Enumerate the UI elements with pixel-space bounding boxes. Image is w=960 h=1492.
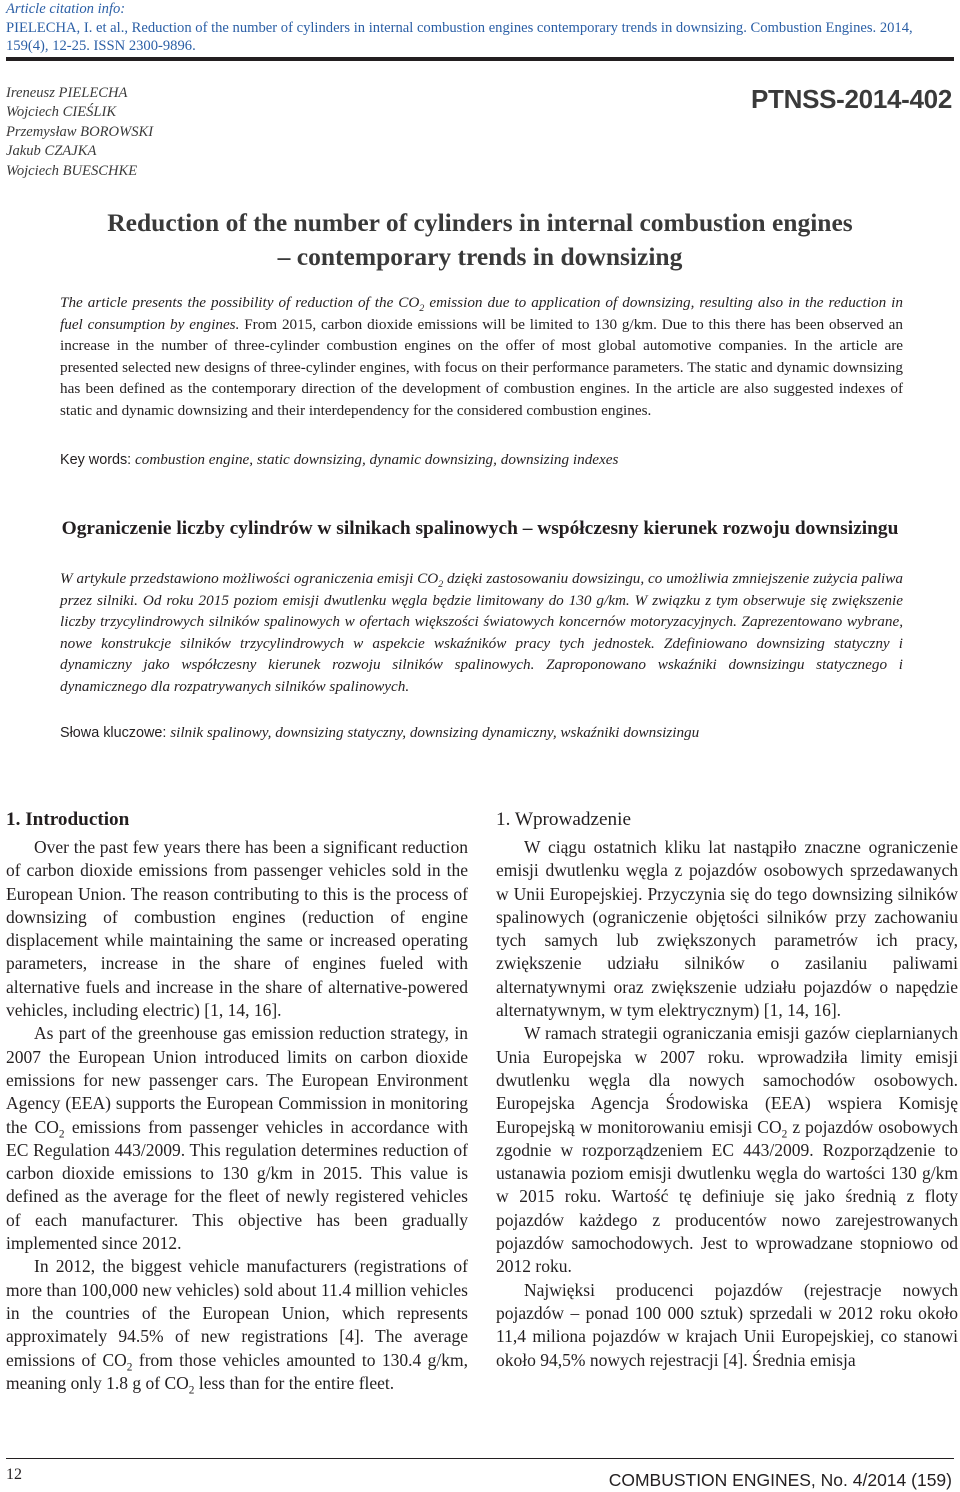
paragraph-part: W ramach strategii ograniczania emisji gazów cieplarnianych Unia Europejska w 2007 roku. wprowadziła limity emisji dwutlenku węgla dla nowych samochodów osobowych. Europejska Agencja Środowiska (EEA) wspiera Komisję Europejską w monitorowaniu emisji CO — [496, 1023, 958, 1137]
abstract-en-part: emission due to application of downsizing, resulting also in the reduction in fuel consumption by engines. — [60, 294, 903, 333]
section-heading: 1. Introduction — [6, 809, 130, 830]
page-number: 12 — [6, 1466, 22, 1483]
subscript: 2 — [419, 303, 425, 315]
abstract-pl — [60, 568, 903, 698]
paragraph-part: As part of the greenhouse gas emission reduction strategy, in 2007 the European Union introduced limits on carbon dioxide emissions for new passenger cars. The European Environment Agency (EEA) supports the European Commission in monitoring the CO — [6, 1023, 468, 1137]
paragraph: Najwięksi producenci pojazdów (rejestracje nowych pojazdów – ponad 100 000 sztuk) sprzedali w 2012 roku około 11,4 miliona pojazdów w krajach Unii Europejskiej, co stanowi około 94,5% nowych rejestracji [4]. Średnia emisja — [496, 1279, 958, 1370]
paragraph — [6, 1022, 468, 1255]
paragraph-part: from those vehicles amounted to 130.4 g/km, meaning only 1.8 g of CO — [6, 1349, 468, 1393]
author-name: Wojciech BUESCHKE — [6, 162, 138, 179]
paragraph-part: less than for the entire fleet. — [194, 1372, 395, 1393]
paper-title-en — [0, 206, 960, 274]
abstract-en-part: The article presents the possibility of reduction of the CO — [60, 294, 420, 311]
keywords-en — [60, 449, 903, 472]
abstract-en — [60, 292, 903, 422]
keywords-label: Key words: — [60, 452, 132, 468]
abstract-pl-part: W artykule przedstawiono możliwości ograniczenia emisji CO — [60, 570, 439, 587]
section-heading: 1. Wprowadzenie — [496, 809, 631, 830]
paragraph: Over the past few years there has been a significant reduction of carbon dioxide emissions from passenger vehicles sold in the European Union. The reason contributing to this is the process of downsizing of combustion engines (reduction of engine displacement while maintaining the same or increased operating parameters, increase in the share of engines fueled with alternative fuels and increase in the share of alternative-powered vehicles, including electric) [1, 14, 16]. — [6, 837, 468, 1021]
author-list — [6, 84, 153, 181]
paragraph: W ciągu ostatnich kliku lat nastąpiło znaczne ograniczenie emisji dwutlenku węgla z pojazdów osobowych sprzedawanych w Unii Europejskiej. Przyczynia się do tego downsizing silników spalinowych (ograniczenie objętości silników przy zachowaniu tych samych lub zwiększonych parametrów ich pracy, zwiększenie udziału silników o zasilaniu paliwami alternatywnymi oraz zwiększenie udziału pojazdów o napędzie alternatywnym, w tym elektrycznym) [1, 14, 16]. — [496, 837, 958, 1021]
author-name: Ireneusz PIELECHA — [6, 85, 128, 101]
keywords-label: Słowa kluczowe: — [60, 725, 167, 741]
subscript: 2 — [126, 1361, 133, 1374]
title-line-1: Reduction of the number of cylinders in internal combustion engines — [107, 208, 853, 237]
paragraph-part: emissions from passenger vehicles in accordance with EC Regulation 443/2009. This regulation determines reduction of carbon dioxide emissions to 130 g/km in 2015. This value is defined as the average for the fleet of newly registered vehicles of each manufacturer. This objective has been gradually implemented since 2012. — [6, 1116, 468, 1254]
footer-rule — [6, 1458, 954, 1459]
author-name: Przemysław BOROWSKI — [6, 123, 154, 140]
column-polish — [496, 808, 958, 1372]
author-name: Wojciech CIEŚLIK — [6, 104, 117, 121]
keywords-text: combustion engine, static downsizing, dynamic downsizing, downsizing indexes — [131, 451, 619, 468]
subscript: 2 — [58, 1128, 65, 1141]
header-rule — [6, 57, 954, 61]
abstract-pl-part: dzięki zastosowaniu dowsizingu, co umożliwia zmniejszenie zużycia paliwa przez silniki. Od roku 2015 poziom emisji dwutlenku węgla będzie limitowany do 130 g/km. W związku z tym obserwuje się zwiększenie liczby trzycylindrowych silników spalinowych w ofertach większości światowych koncernów motoryzacyjnych. Zaprezentowano wybrane, nowe konstrukcje silników trzycylindrowych w aspekcie wskaźników pracy tych jednostek. Zdefiniowano downsizing statyczny i dynamiczny jako współczesny kierunek rozwoju silników spalinowych. Zaproponowano wskaźniki downsizingu statycznego i dynamicznego dla rozpatrywanych silników spalinowych. — [60, 570, 903, 695]
citation-text: PIELECHA, I. et al., Reduction of the number of cylinders in internal combustion engines contemporary trends in downsizing. Combustion Engines. 2014, 159(4), 12-25. ISSN 2300-9896. — [6, 19, 913, 54]
paragraph — [6, 1255, 468, 1395]
paper-title-pl: Ograniczenie liczby cylindrów w silnikach spalinowych – współczesny kierunek rozwoju downsizingu — [61, 518, 899, 539]
keywords-pl — [60, 722, 903, 745]
paper-id: PTNSS-2014-402 — [750, 84, 952, 114]
article-citation — [6, 0, 956, 56]
paragraph — [496, 1022, 958, 1278]
author-name: Jakub CZAJKA — [6, 143, 97, 160]
column-english — [6, 808, 468, 1395]
keywords-text: silnik spalinowy, downsizing statyczny, downsizing dynamiczny, wskaźniki downsizingu — [166, 724, 700, 741]
subscript: 2 — [781, 1128, 788, 1141]
subscript: 2 — [188, 1384, 195, 1397]
paragraph-part: z pojazdów osobowych zgodnie w rozporządzeniem EC 443/2009. Rozporządzenie to ustanawia poziom emisji dwutlenku węgla do wartości 130 g/km w 2015 roku. Wartość tę definiuje się jako średnią z floty pojazdów każdego z producentów nowo zarejestrowanych pojazdów samochodowych. Jest to wprowadzane stopniowo od 2012 roku. — [496, 1116, 958, 1277]
citation-label: Article citation info: — [6, 1, 126, 17]
title-line-2: – contemporary trends in downsizing — [277, 242, 683, 271]
subscript: 2 — [438, 579, 444, 591]
abstract-en-part: From 2015, carbon dioxide emissions will be limited to 130 g/km. Due to this there has been observed an increase in the number of three-cylinder combustion engines on the offer of most global automotive companies. In the article are presented selected new designs of three-cylinder engines, with focus on their performance parameters. The static and dynamic downsizing has been defined as the contemporary direction of the development of combustion engines. In the article are also suggested indexes of static and dynamic downsizing and their interdependency for the considered combustion engines. — [60, 315, 903, 419]
journal-name: COMBUSTION ENGINES, No. 4/2014 (159) — [608, 1470, 952, 1490]
paragraph-part: In 2012, the biggest vehicle manufacturers (registrations of more than 100,000 new vehicles) sold about 11.4 million vehicles in the countries of the European Union, which represents approximately 94.5% of new registrations [4]. The average emissions of CO — [6, 1256, 468, 1370]
